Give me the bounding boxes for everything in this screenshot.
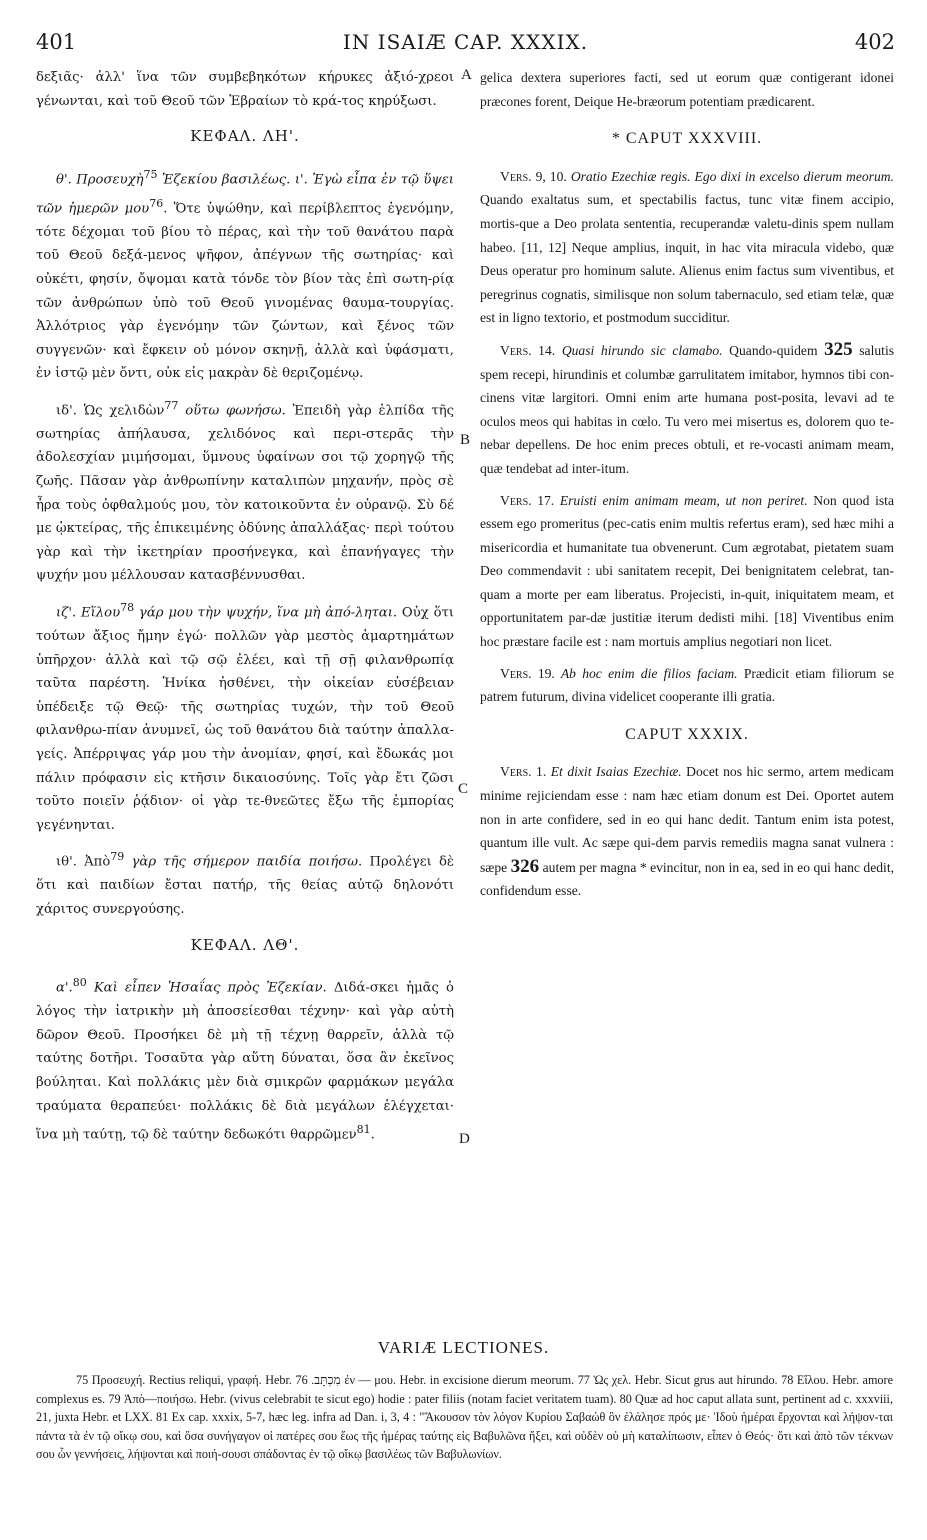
verse-number: Vers. 1. bbox=[500, 764, 547, 780]
latin-paragraph: gelica dextera superiores facti, sed ut eorum quæ contigerant idonei præcones forent, Deique He-bræorum potentiam prædicarent. bbox=[480, 70, 894, 109]
commentary-text: . bbox=[370, 1127, 375, 1143]
greek-paragraph bbox=[36, 971, 454, 1147]
verse-text: Καὶ εἶπεν Ἡσαΐας πρὸς Ἐζεκίαν. bbox=[86, 980, 327, 996]
variae-lectiones-notes bbox=[36, 1371, 893, 1521]
commentary-text: . Ὅτε ὑψώθην, καὶ περίβλεπτος ἐγενόμην, τότε δέχομαι τοῦ βίου τὸ πέρας, καὶ τὴν τοῦ θανάτου παρὰ τοῦ Θεοῦ δεξά-μενος ψῆφον, ἀπέγνων τῆς σωτηρίας· καὶ οὐκέτι, φησίν, ὄψομαι κατὰ τόνδε τὸν βίον τὰς ἐπὶ σωτη-ρίᾳ τῶν ἀνθρώπων ὑπὸ τοῦ Θεοῦ γινομένας θαυμα-τουργίας. Ἀλλότριος γὰρ ἐγενόμην τῶν ζώντων, καὶ ξένος τῶν συγγενῶν· καὶ ἔφκειν οὐ μόνον σκηνῇ, ἀλλὰ καὶ ὑφάσματι, ἐν ἱστῷ μὲν ὄντι, οὐκ εἰς μακρὰν δὲ θεριζομένῳ. bbox=[36, 201, 454, 382]
note-ref: 77 bbox=[164, 398, 179, 412]
verse-lead: θ'. Προσευχὴ bbox=[56, 172, 144, 188]
verse-text: Ab hoc enim die filios faciam. bbox=[554, 665, 738, 681]
verse-text: Quasi hirundo sic clamabo. bbox=[555, 342, 723, 358]
verse-lead: ιδ'. Ὡς χελιδὼν bbox=[56, 403, 165, 419]
margin-letter-a: A bbox=[461, 67, 472, 83]
verse-number: Vers. 19. bbox=[500, 665, 555, 681]
margin-letter-c: C bbox=[458, 781, 469, 797]
verse-lead: ιθ'. Ἀπὸ bbox=[56, 854, 111, 870]
verse-text: Eruisti enim animam meam, ut non periret. bbox=[554, 492, 808, 508]
greek-chapter-heading: ΚΕΦΑΛ. ΛΘ'. bbox=[190, 935, 300, 954]
verse-number: Vers. 9, 10. bbox=[500, 168, 567, 184]
left-page-number: 401 bbox=[36, 30, 77, 54]
commentary-text: Οὐχ ὅτι τούτων ἄξιος ἤμην ἐγώ· πολλῶν γὰρ μεστὸς ἁμαρτημάτων ὑπῆρχον· ἀλλὰ καὶ τῷ σῷ ἐλέει, καὶ τῇ σῇ φιλανθρωπίᾳ ταῦτα παρέστη. Ἡνίκα ἠσθένει, τὴν οἰκείαν εὐσέβειαν ὑπέδειξε τῷ Θεῷ· τῆς σωτηρίας τυχών, τὴν τοῦ Θεοῦ φιλανθρω-πίαν ἀνυμνεῖ, ὡς τοῦ θανάτου διὰ ταύτην ἀπαλλα-γείς. Ἀπέρριψας γάρ μου τὴν ἀνομίαν, φησί, καὶ ἔδωκάς μοι πάλιν πρόφασιν εἰς κτῆσιν δικαιοσύνης. Τοῖς γὰρ ἔτι ζῶσι τοῦτο ποιεῖν ῥᾴδιον· οἱ γὰρ τε-θνεῶτες ἔξω τῆς ἐμπορίας γεγένηνται. bbox=[36, 605, 454, 833]
verse-text: γὰρ τῆς σήμερον παιδία ποιήσω. bbox=[124, 854, 363, 870]
greek-paragraph bbox=[36, 845, 454, 921]
commentary-text: salutis spem recepi, hirundinis et columbæ garrulitatem imitabor, hymnos tibi con-cinens vitæ largitori. Omni enim arte humana post-posita, levavi ad te oculos meos qui habitas in cœlo. Tu vero mei misertus es, dolorem quo te-nebar depellens. De hoc enim preces obtuli, et re-vocasti animam meam, quæ tendebat ad inter-itum. bbox=[480, 342, 895, 476]
verse-text: οὕτω φωνήσω. bbox=[178, 403, 286, 419]
latin-chapter-heading: CAPUT XXXIX. bbox=[625, 725, 749, 743]
commentary-text: Προλέγει δὲ ὅτι καὶ παιδίων ἔσται πατήρ, τῆς θείας αὐτῷ δηλονότι χάριτος συνεργούσης. bbox=[36, 854, 455, 917]
verse-text: γάρ μου τὴν ψυχήν, ἵνα μὴ ἀπό-ληται. bbox=[134, 605, 398, 621]
note-ref: 75 bbox=[143, 167, 158, 181]
commentary-text: Quando exaltatus sum, et spectabilis factus, tunc vitæ finem accipio, mortis-que a Deo prolata sententia, recuperandæ valetu-dinis spem nullam habeo. [11, 12] Neque amplius, inquit, in hac vita miracula videbo, quæ Deus operatur pro hominum salute. Alienus enim factus sum viventibus, et peregrinus cognatis, similisque non solum tabernaculo, sed etiam telæ, quæ est in ligno textorio, et postmodum succiditur. bbox=[480, 192, 894, 326]
margin-letter-d: D bbox=[459, 1131, 470, 1147]
commentary-text: autem per magna * evincitur, non in ea, sed in eo qui hanc dedit, confidendum esse. bbox=[480, 859, 894, 899]
commentary-text: Διδά-σκει ἡμᾶς ὁ λόγος τὴν ἰατρικὴν μὴ ἀποσείεσθαι τέχνην· καὶ γὰρ αὐτὴ δῶρον Θεοῦ. Προσήκει δὲ μὴ τῇ τέχνῃ θαρρεῖν, ἀλλὰ τῷ ταύτης δοτῆρι. Τοσαῦτα γὰρ αὕτη δύναται, ὅσα ἂν ἐκεῖνος βούληται. Καὶ πολλάκις μὲν διὰ σμικρῶν φαρμάκων μεγάλα τραύματα θεραπεύει· πολλάκις δὲ διὰ μεγάλων ἐλέγχεται· ἵνα μὴ ταύτῃ, τῷ δὲ ταύτην δεδωκότι θαρρῶμεν bbox=[36, 980, 454, 1143]
verse-number: Vers. 17. bbox=[500, 492, 555, 508]
note-ref: 79 bbox=[110, 850, 125, 864]
greek-paragraph bbox=[36, 394, 454, 588]
running-title: IN ISAIÆ CAP. XXXIX. bbox=[342, 30, 589, 54]
verse-lead: ιζ'. Εἵλου bbox=[56, 605, 121, 621]
right-page-number: 402 bbox=[854, 30, 895, 54]
latin-paragraph bbox=[480, 760, 894, 903]
verse-text: Ἐζεκίου βασιλέως. ι'. Ἐγὼ εἶπα ἐν τῷ ὕψει τῶν ἡμερῶν μου bbox=[36, 172, 454, 217]
latin-chapter-heading: * CAPUT XXXVIII. bbox=[611, 130, 763, 148]
column-number: 325 bbox=[824, 338, 853, 360]
note-ref: 78 bbox=[120, 601, 135, 615]
greek-column bbox=[36, 66, 454, 1306]
commentary-text: Ἐπειδὴ γὰρ ἐλπίδα τῆς σωτηρίας ἀπήλαυσα, χελιδόνος καὶ περι-στερᾶς τὴν ἀδολεσχίαν μιμήσομαι, ὕμνους ὑφαίνων σοι τῷ χορηγῷ τῆς ζωῆς. Πᾶσαν γὰρ ἀνθρωπίνην καταλιπὼν μηχανήν, πρὸς σὲ ἦρα τοὺς ὀφθαλμούς μου, τὸν κατοικοῦντα ἐν οὐρανῷ. Σὺ δέ με ᾠκτείρας, τῆς ἐπικειμένης ὀδύνης ἀπαλλάξας· περὶ τούτου γὰρ καὶ τὴν ἱκετηρίαν προσήνεγκα, καὶ ἐπανήγαγες τὴν ψυχήν μου μέλλουσαν κατασβέννυσθαι. bbox=[36, 403, 454, 584]
greek-paragraph: δεξιᾶς· ἀλλ' ἵνα τῶν συμβεβηκότων κήρυκες ἀξιό-χρεοι γένωνται, καὶ τοῦ Θεοῦ τῶν Ἑβραίων τὸ κρά-τος κηρύξωσι. bbox=[36, 70, 454, 109]
verse-text: Oratio Ezechiæ regis. Ego dixi in excelso dierum meorum. bbox=[566, 168, 894, 184]
greek-chapter-heading: ΚΕΦΑΛ. ΛΗ'. bbox=[190, 127, 300, 146]
variae-lectiones-title: VARIÆ LECTIONES. bbox=[377, 1338, 550, 1357]
greek-paragraph bbox=[36, 163, 454, 386]
running-header bbox=[36, 30, 895, 64]
margin-letter-b: B bbox=[460, 432, 471, 448]
latin-paragraph bbox=[480, 165, 894, 330]
commentary-text: Docet nos hic sermo, artem medicam minime rejiciendam esse : nam hæc etiam donum est Dei. Oportet autem non in arte confidere, sed in eo qui hanc dedit. Tantum enim ista potest, quantum ille vult. Ac sæpe qui-dem parvis remediis magna sanat vulnera : sæpe bbox=[480, 764, 894, 875]
latin-paragraph bbox=[480, 489, 894, 654]
latin-paragraph bbox=[480, 338, 894, 481]
column-number: 326 bbox=[510, 855, 540, 877]
commentary-text: Non quod ista essem ego promeritus (pec-catis enim multis refertus eram), sed hæc mihi a misericordia et humanitate tua obvenerunt. Cum ægrotabat, pietatem suam Deo commendavit : ubi sanitatem recepit, Dei benignitatem celebrat, tan-quam a morte per eam liberatus. Projecisti, in-quit, iniquitatem meam, et opportunitatem par-dæ justitiæ iterum dedisti mihi. [18] Viventibus enim hoc præstare facile est : nam mortuis amplius negotiari non licet. bbox=[480, 492, 894, 650]
latin-column bbox=[480, 66, 894, 1306]
verse-lead: α'. bbox=[56, 980, 73, 996]
footnote-text: 75 Προσευχή. Rectius reliqui, γραφή. Hebr. מִכְתָּב. 76 ἐν — μου. Hebr. in excisione dierum meorum. 77 Ὡς χελ. Hebr. Sicut grus aut hirundo. 78 Εἵλου. Hebr. amore complexus es. 79 Ἀπὸ—ποιήσω. Hebr. (vivus celebrabit te sicut ego) hodie : pater filiis (notam faciet veritatem tuam). 80 Quæ ad hoc caput allata sunt, pertinent ad c. xxxviii, 21, juxta Hebr. et LXX. 81 Ex cap. xxxix, 5-7, hæc leg. infra ad Dan. i, 3, 4 : "Ἄκουσον τὸν λόγον Κυρίου Σαβαώθ ὃν ἐλάλησε πρός με· Ἰδοὺ ἡμέραι ἔρχονται καὶ λήψον-ται πάντα τὰ ἐν τῷ οἴκῳ σου, καὶ ὅσα συνήγαγον οἱ πατέρες σου ἕως τῆς ἡμέρας ταύτης εἰς Βαβυλῶνα ἥξει, καὶ οὐδὲν οὐ μὴ καταλίπωσιν, εἶπεν ὁ Θεός· ὅτι καὶ ἀπὸ τῶν τέκνων σου ὧν γεννήσεις, λήψονται καὶ ποιή-σουσι σπάδοντας ἐν τῷ οἴκῳ βασιλέως τῶν Βαβυλωνίων. bbox=[36, 1373, 893, 1461]
commentary-text: Prædicit etiam filiorum se patrem futurum, divina videlicet cooperante illi gratia. bbox=[480, 665, 895, 705]
note-ref: 81 bbox=[356, 1123, 371, 1137]
commentary-text: Quando-quidem bbox=[722, 342, 825, 358]
verse-number: Vers. 14. bbox=[500, 342, 556, 358]
greek-paragraph bbox=[36, 596, 454, 837]
latin-paragraph bbox=[480, 662, 894, 709]
note-ref: 76 bbox=[149, 196, 164, 210]
note-ref: 80 bbox=[72, 976, 87, 990]
verse-text: Et dixit Isaias Ezechiæ. bbox=[546, 764, 682, 780]
